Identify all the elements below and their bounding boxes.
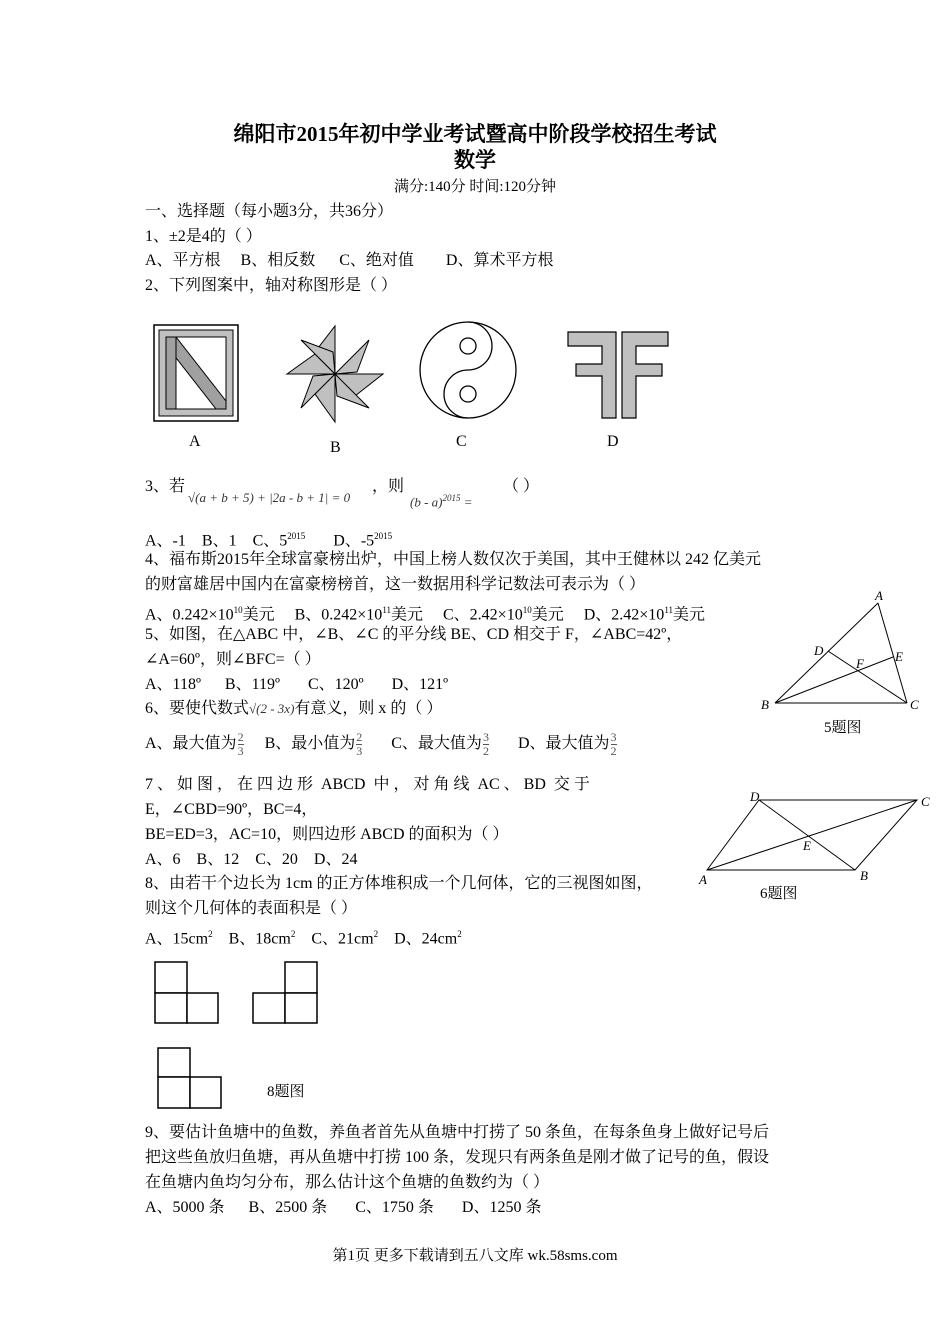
q5-line-2: ∠A=60º，则∠BFC=（ ） [145, 651, 321, 668]
q9-options: A、5000 条 B、2500 条 C、1750 条 D、1250 条 [145, 1199, 542, 1216]
q4-line-2: 的财富雄居中国内在富豪榜榜首，这一数据用科学记数法可表示为（ ） [145, 576, 646, 593]
q8-front-view [152, 958, 222, 1026]
q7-figure [695, 788, 940, 888]
q2-stem: 2、下列图案中，轴对称图形是（ ） [145, 277, 398, 294]
q2-label-b: B [330, 439, 341, 456]
segment-be [775, 657, 893, 703]
q2-figure-b [283, 322, 387, 426]
q7-line-2: E，∠CBD=90º，BC=4， [145, 801, 318, 818]
q3-stem-prefix: 3、若 [145, 478, 186, 495]
q2-label-a: A [189, 433, 201, 450]
q7-figure-caption: 6题图 [760, 886, 798, 902]
point-label-a: A [875, 588, 883, 603]
q8-line-1: 8、由若干个边长为 1cm 的正方体堆积成一个几何体，它的三视图如图， [145, 875, 653, 892]
exam-meta: 满分:140分 时间:120分钟 [393, 179, 557, 195]
point-label-e: E [895, 649, 903, 664]
q9-line-3: 在鱼塘内鱼均匀分布，那么估计这个鱼塘的鱼数约为（ ） [145, 1174, 550, 1191]
q7-line-1: 7 、 如 图 ， 在 四 边 形 ABCD 中 ， 对 角 线 AC 、 BD 交 于 [145, 776, 590, 793]
q5-figure-caption: 5题图 [824, 720, 862, 736]
edge-ab [775, 603, 878, 703]
q9-line-2: 把这些鱼放归鱼塘，再从鱼塘中打捞 100 条，发现只有两条鱼是刚才做了记号的鱼，假设 [145, 1149, 770, 1166]
q6-options: A、最大值为 $\frac{2}{3}$ B、最小值为 $\frac{2}{3}$ C、最大值为 $\frac{3}{2}$ D、最大值为 $\frac{3}{2}$ [145, 729, 617, 758]
point-label-d: D [814, 643, 824, 658]
q8-options: A、$15cm^2$ B、$18cm^2$ C、$21cm^2$ D、$24cm^2$ [145, 929, 462, 948]
q3-paren: （ ） [503, 478, 540, 495]
q3-expression-1: √(a + b + 5) + |2a - b + 1| = 0 [188, 490, 351, 505]
q4-line-1: 4、福布斯2015年全球富豪榜出炉，中国上榜人数仅次于美国，其中王健林以 242 亿美元 [145, 551, 762, 568]
q3-expression-2: (b - a)$^{2015}$ = [410, 493, 473, 510]
point-label-d: D [750, 789, 760, 804]
point-label-b: B [761, 697, 769, 712]
q1-stem: 1、±2是4的（ ） [145, 228, 262, 245]
q5-line-1: 5、如图，在△ABC 中，∠B、∠C 的平分线 BE、CD 相交于 F，∠ABC=42º， [145, 626, 683, 643]
q2-figure-c [418, 320, 518, 420]
q8-figure-caption: 8题图 [267, 1084, 305, 1100]
q3-options: A、-1 B、1 C、$5^{2015}$ D、$-5^{2015}$ [145, 531, 393, 550]
point-label-a: A [699, 872, 707, 887]
diagonal-bd [759, 800, 855, 870]
point-label-b: B [860, 868, 868, 883]
q2-figure-a [152, 323, 242, 425]
point-label-e: E [803, 838, 811, 853]
q1-options: A、平方根 B、相反数 C、绝对值 D、算术平方根 [145, 252, 554, 269]
q7-options: A、6 B、12 C、20 D、24 [145, 851, 358, 868]
q8-side-view [250, 958, 322, 1026]
q9-line-1: 9、要估计鱼塘中的鱼数，养鱼者首先从鱼塘中打捞了 50 条鱼，在每条鱼身上做好记号后 [145, 1124, 770, 1141]
q6-stem: 6、要使代数式√(2 - 3x)有意义，则 x 的（ ） [145, 700, 443, 717]
q8-line-2: 则这个几何体的表面积是（ ） [145, 900, 358, 917]
exam-title: 绵阳市2015年初中学业考试暨高中阶段学校招生考试 [233, 122, 717, 146]
page-footer: 第1页 更多下载请到五八文库 wk.58sms.com [332, 1248, 618, 1264]
q7-line-3: BE=ED=3，AC=10，则四边形 ABCD 的面积为（ ） [145, 826, 509, 843]
point-label-f: F [856, 656, 864, 671]
q5-options: A、118º B、119º C、120º D、121º [145, 676, 449, 693]
q2-label-d: D [607, 433, 619, 450]
point-label-c: C [910, 697, 919, 712]
q2-label-c: C [456, 433, 467, 450]
q8-top-view [155, 1044, 225, 1112]
section-heading: 一、选择题（每小题3分，共36分） [145, 203, 394, 220]
q2-figure-d [566, 330, 670, 420]
q3-then: ，则 [372, 478, 405, 495]
point-label-c: C [921, 794, 930, 809]
q5-figure [755, 585, 930, 720]
subject-title: 数学 [454, 148, 496, 172]
q4-options: A、$0.242\times 10^{10}$美元 B、$0.242\times 10^{11}$美元 C、$2.42\times 10^{10}$美元 D、$2.42\times 10^{11}$美元 [145, 605, 705, 624]
